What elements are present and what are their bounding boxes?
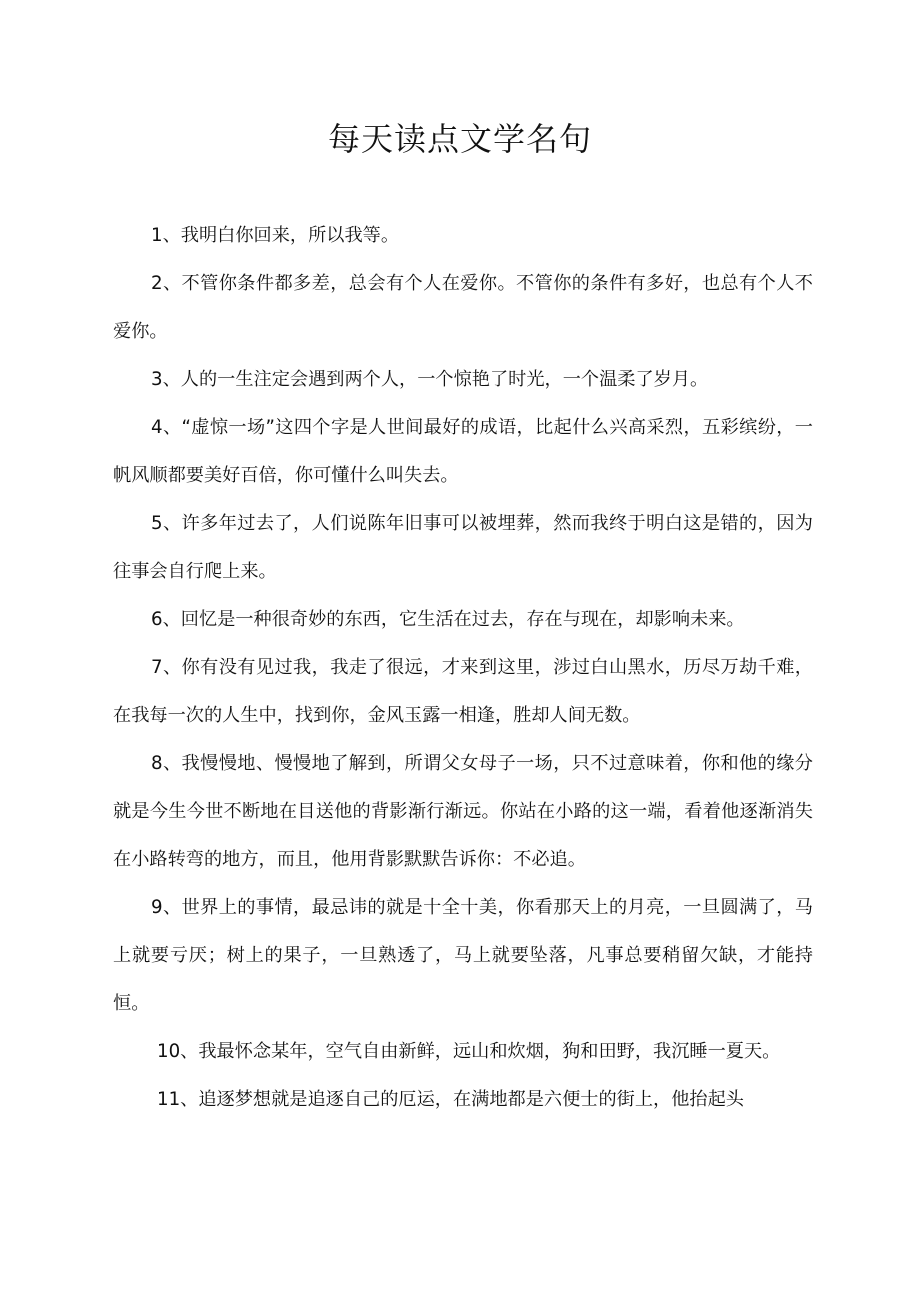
quote-paragraph: 5、许多年过去了，人们说陈年旧事可以被埋葬，然而我终于明白这是错的，因为往事会自行爬上来。 bbox=[113, 513, 813, 582]
quote-list bbox=[113, 212, 813, 1124]
quote-paragraph: 7、你有没有见过我，我走了很远，才来到这里，涉过白山黑水，历尽万劫千难，在我每一次的人生中，找到你，金风玉露一相逢，胜却人间无数。 bbox=[113, 657, 813, 726]
quote-paragraph: 8、我慢慢地、慢慢地了解到，所谓父女母子一场，只不过意味着，你和他的缘分就是今生今世不断地在目送他的背影渐行渐远。你站在小路的这一端，看着他逐渐消失在小路转弯的地方，而且，他用背影默默告诉你：不必追。 bbox=[113, 753, 813, 870]
quote-paragraph: 2、不管你条件都多差，总会有个人在爱你。不管你的条件有多好，也总有个人不爱你。 bbox=[113, 273, 813, 342]
quote-paragraph: 4、“虚惊一场”这四个字是人世间最好的成语，比起什么兴高采烈，五彩缤纷，一帆风顺都要美好百倍，你可懂什么叫失去。 bbox=[113, 417, 813, 486]
quote-paragraph: 6、回忆是一种很奇妙的东西，它生活在过去，存在与现在，却影响未来。 bbox=[151, 609, 745, 630]
quote-paragraph: 10、我最怀念某年，空气自由新鲜，远山和炊烟，狗和田野，我沉睡一夏天。 bbox=[157, 1041, 781, 1062]
quote-paragraph: 3、人的一生注定会遇到两个人，一个惊艳了时光，一个温柔了岁月。 bbox=[151, 369, 709, 390]
quote-paragraph: 9、世界上的事情，最忌讳的就是十全十美，你看那天上的月亮，一旦圆满了，马上就要亏厌；树上的果子，一旦熟透了，马上就要坠落，凡事总要稍留欠缺，才能持恒。 bbox=[113, 897, 813, 1014]
quote-paragraph: 1、我明白你回来，所以我等。 bbox=[151, 225, 400, 246]
quote-paragraph: 11、追逐梦想就是追逐自己的厄运，在满地都是六便士的街上，他抬起头 bbox=[157, 1089, 744, 1110]
document-title: 每天读点文学名句 bbox=[327, 120, 592, 158]
